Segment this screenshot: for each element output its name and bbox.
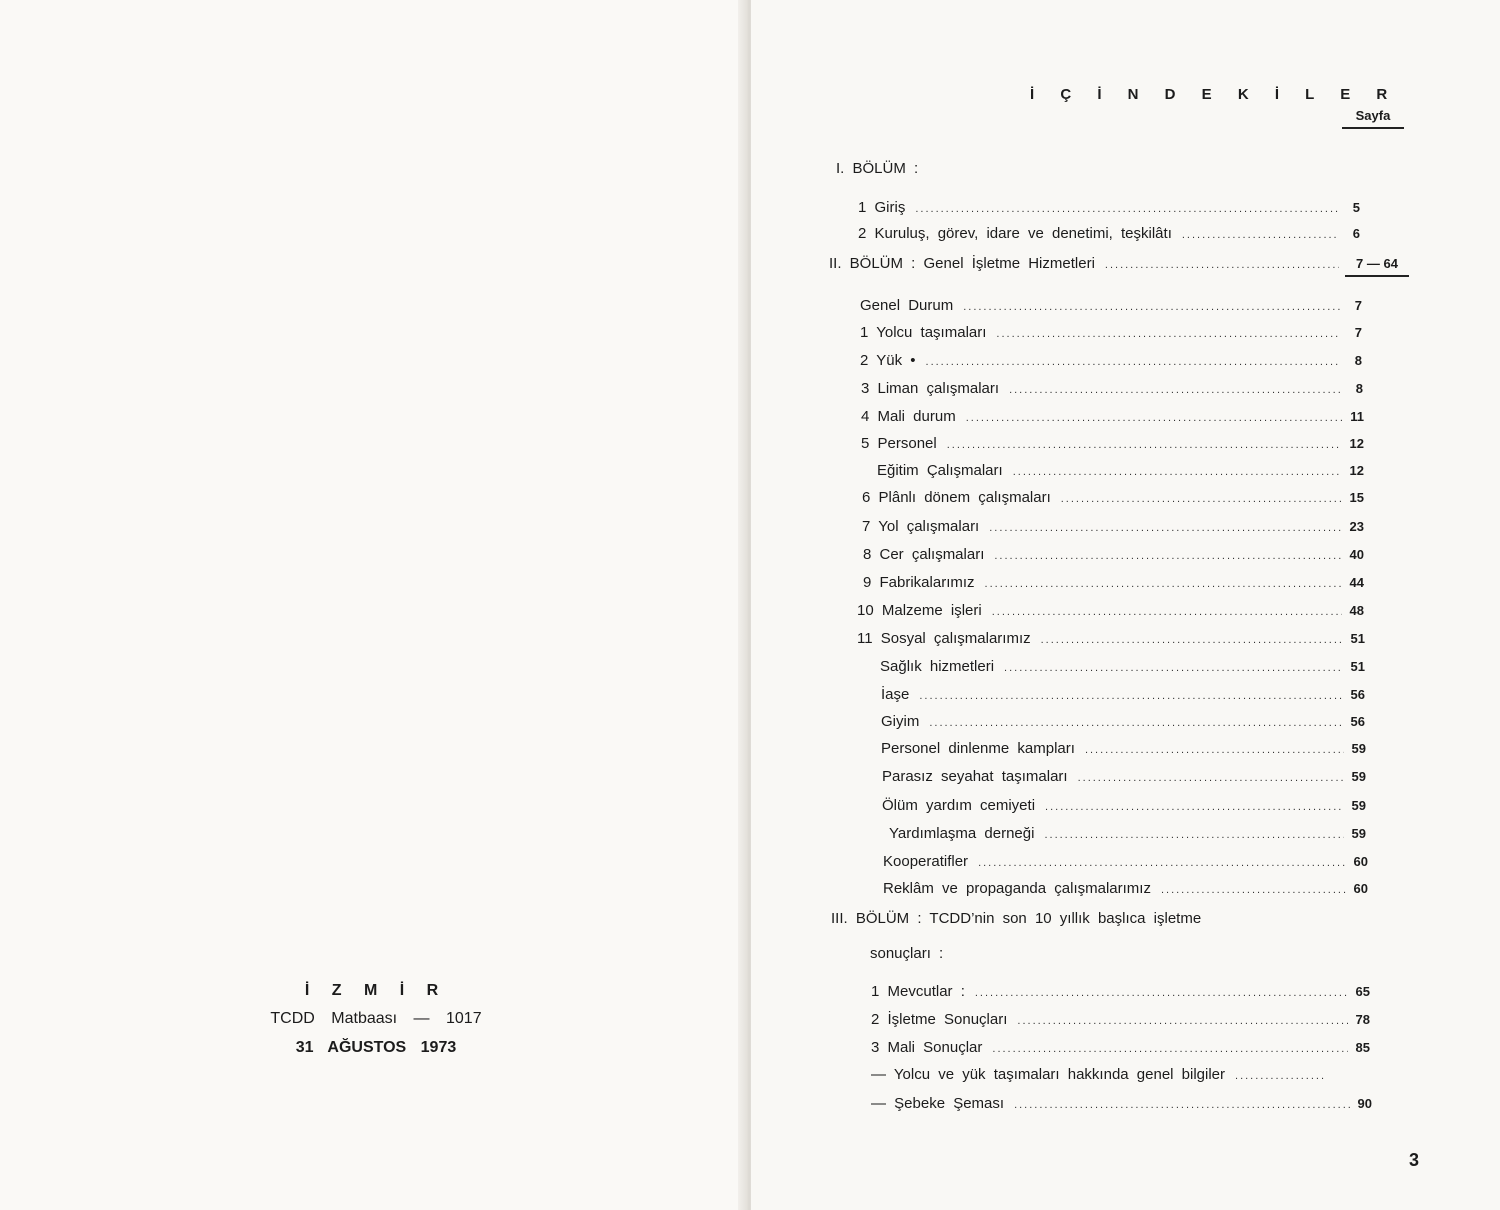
imprint-press: TCDD Matbaası — 1017 — [270, 1010, 482, 1027]
toc-row-page: 90 — [1357, 1096, 1372, 1111]
imprint-date: 31 AĞUSTOS 1973 — [295, 1039, 457, 1056]
dot-leader — [985, 573, 1342, 595]
toc-row-label: Genel Durum — [860, 297, 954, 314]
imprint-city: İ Z M İ R — [304, 982, 448, 999]
toc-row — [881, 684, 1365, 706]
toc-row — [877, 460, 1364, 482]
toc-row-label: — Şebeke Şeması — [871, 1095, 1005, 1112]
toc-row — [862, 487, 1364, 509]
toc-row-label: 8 Cer çalışmaları — [863, 546, 985, 563]
dot-leader — [966, 407, 1342, 429]
part2-heading-row — [829, 253, 1409, 275]
toc-row — [881, 711, 1365, 733]
toc-row-label: Ölüm yardım cemiyeti — [882, 797, 1036, 814]
toc-row-label: 9 Fabrikalarımız — [863, 574, 975, 591]
toc-row-page: 51 — [1350, 631, 1365, 646]
toc-row-label: 6 Plânlı dönem çalışmaları — [862, 489, 1051, 506]
dot-leader — [1009, 379, 1341, 401]
toc-row-label: Sağlık hizmetleri — [880, 658, 995, 675]
toc-row-label: 1 Giriş — [858, 199, 906, 216]
toc-row — [880, 656, 1365, 678]
toc-row-page: 6 — [1352, 226, 1360, 241]
toc-row-page: 44 — [1349, 575, 1364, 590]
toc-row-label: Giyim — [881, 713, 920, 730]
toc-row-label: Yardımlaşma derneği — [889, 825, 1035, 842]
toc-row — [861, 433, 1364, 455]
toc-row-page: 5 — [1352, 200, 1360, 215]
dot-leader — [992, 1038, 1348, 1060]
toc-row-label: 11 Sosyal çalışmalarımız — [857, 630, 1031, 647]
toc-row-label: 2 Kuruluş, görev, idare ve denetimi, teşkilâtı — [858, 225, 1172, 242]
toc-row-page: 78 — [1355, 1012, 1370, 1027]
toc-row-page: 8 — [1354, 353, 1362, 368]
toc-row-page: 56 — [1350, 714, 1365, 729]
toc-row-page: 15 — [1349, 490, 1364, 505]
toc-row — [871, 1037, 1370, 1059]
dot-leader — [1078, 767, 1344, 789]
dot-leader — [996, 323, 1340, 345]
toc-row — [871, 1093, 1372, 1115]
toc-row — [860, 295, 1362, 317]
toc-row-page: 7 — [1354, 298, 1362, 313]
dot-leader — [994, 545, 1342, 567]
dot-leader — [975, 982, 1348, 1004]
toc-row — [857, 600, 1364, 622]
part1-heading: I. BÖLÜM : — [836, 160, 919, 177]
toc-row-label: Personel dinlenme kampları — [881, 740, 1075, 757]
toc-row — [861, 378, 1363, 400]
dot-leader — [1235, 1065, 1327, 1087]
toc-row-page: 85 — [1355, 1040, 1370, 1055]
dot-leader — [919, 685, 1343, 707]
dot-leader — [926, 351, 1340, 373]
toc-row-page: 59 — [1351, 826, 1366, 841]
toc-row — [871, 1064, 1349, 1086]
toc-row-page: 12 — [1349, 436, 1364, 451]
toc-row — [858, 223, 1360, 245]
dot-leader — [915, 198, 1338, 220]
toc-row — [883, 851, 1368, 873]
toc-row-page: 60 — [1353, 881, 1368, 896]
part2-page-range: 7 — 64 — [1345, 253, 1409, 277]
toc-row — [882, 766, 1366, 788]
toc-row — [883, 878, 1368, 900]
toc-row-page: 56 — [1350, 687, 1365, 702]
toc-row-label: 7 Yol çalışmaları — [862, 518, 980, 535]
imprint — [260, 982, 492, 1057]
dot-leader — [929, 712, 1343, 734]
toc-row-label: Eğitim Çalışmaları — [877, 462, 1003, 479]
dot-leader — [1013, 461, 1342, 483]
dot-leader — [992, 601, 1342, 623]
dot-leader — [1061, 488, 1342, 510]
toc-row — [860, 322, 1362, 344]
dot-leader — [947, 434, 1342, 456]
toc-row-page: 48 — [1349, 603, 1364, 618]
toc-title: İ Ç İ N D E K İ L E R — [1030, 86, 1399, 103]
toc-row-page: 40 — [1349, 547, 1364, 562]
toc-row-page: 65 — [1355, 984, 1370, 999]
toc-row-page: 23 — [1349, 519, 1364, 534]
toc-row-label: 3 Liman çalışmaları — [861, 380, 1000, 397]
toc-row-label: 3 Mali Sonuçlar — [871, 1039, 983, 1056]
toc-row — [858, 197, 1360, 219]
toc-row — [863, 572, 1364, 594]
toc-row-label: 2 İşletme Sonuçları — [871, 1011, 1008, 1028]
part3-heading: III. BÖLÜM : TCDD’nin son 10 yıllık başlıca işletme — [831, 910, 1202, 927]
toc-row-label: 1 Yolcu taşımaları — [860, 324, 987, 341]
toc-row — [889, 823, 1366, 845]
dot-leader — [978, 852, 1346, 874]
toc-row-label: 10 Malzeme işleri — [857, 602, 982, 619]
toc-row-label: — Yolcu ve yük taşımaları hakkında genel bilgiler — [871, 1066, 1226, 1083]
toc-row — [882, 795, 1366, 817]
toc-row-label: Parasız seyahat taşımaları — [882, 768, 1068, 785]
toc-row-page: 59 — [1351, 798, 1366, 813]
dot-leader — [1014, 1094, 1350, 1116]
dot-leader — [1041, 629, 1343, 651]
toc-row-page: 59 — [1351, 741, 1366, 756]
toc-row-page: 8 — [1355, 381, 1363, 396]
toc-row-label: Kooperatifler — [883, 853, 969, 870]
toc-row-label: İaşe — [881, 686, 910, 703]
toc-row-label: Reklâm ve propaganda çalışmalarımız — [883, 880, 1151, 897]
dot-leader — [963, 296, 1340, 318]
dot-leader — [989, 517, 1342, 539]
toc-row — [871, 1009, 1370, 1031]
dot-leader — [1045, 796, 1344, 818]
dot-leader — [1105, 254, 1339, 276]
dot-leader — [1085, 739, 1344, 761]
toc-row — [860, 350, 1362, 372]
toc-row-page: 12 — [1349, 463, 1364, 478]
toc-row — [881, 738, 1366, 760]
toc-row-label: 1 Mevcutlar : — [871, 983, 965, 1000]
toc-row-label: 5 Personel — [861, 435, 937, 452]
left-page — [0, 0, 745, 1210]
toc-row-page: 51 — [1350, 659, 1365, 674]
page-number: 3 — [1409, 1150, 1420, 1170]
toc-row-page: 7 — [1354, 325, 1362, 340]
toc-row — [871, 981, 1370, 1003]
dot-leader — [1044, 824, 1344, 846]
toc-row — [862, 516, 1364, 538]
toc-row-page: 11 — [1350, 409, 1364, 424]
toc-row — [863, 544, 1364, 566]
part2-heading: II. BÖLÜM : Genel İşletme Hizmetleri — [829, 255, 1095, 272]
dot-leader — [1182, 224, 1338, 246]
toc-row-label: 4 Mali durum — [861, 408, 956, 425]
toc-row — [857, 628, 1365, 650]
dot-leader — [1017, 1010, 1348, 1032]
toc-row-page: 60 — [1353, 854, 1368, 869]
toc-row-page: 59 — [1351, 769, 1366, 784]
toc-row-label: 2 Yük • — [860, 352, 916, 369]
part3-heading-cont: sonuçları : — [870, 945, 944, 962]
dot-leader — [1004, 657, 1343, 679]
dot-leader — [1161, 879, 1346, 901]
page-column-header: Sayfa — [1342, 108, 1404, 129]
toc-row — [861, 406, 1364, 428]
